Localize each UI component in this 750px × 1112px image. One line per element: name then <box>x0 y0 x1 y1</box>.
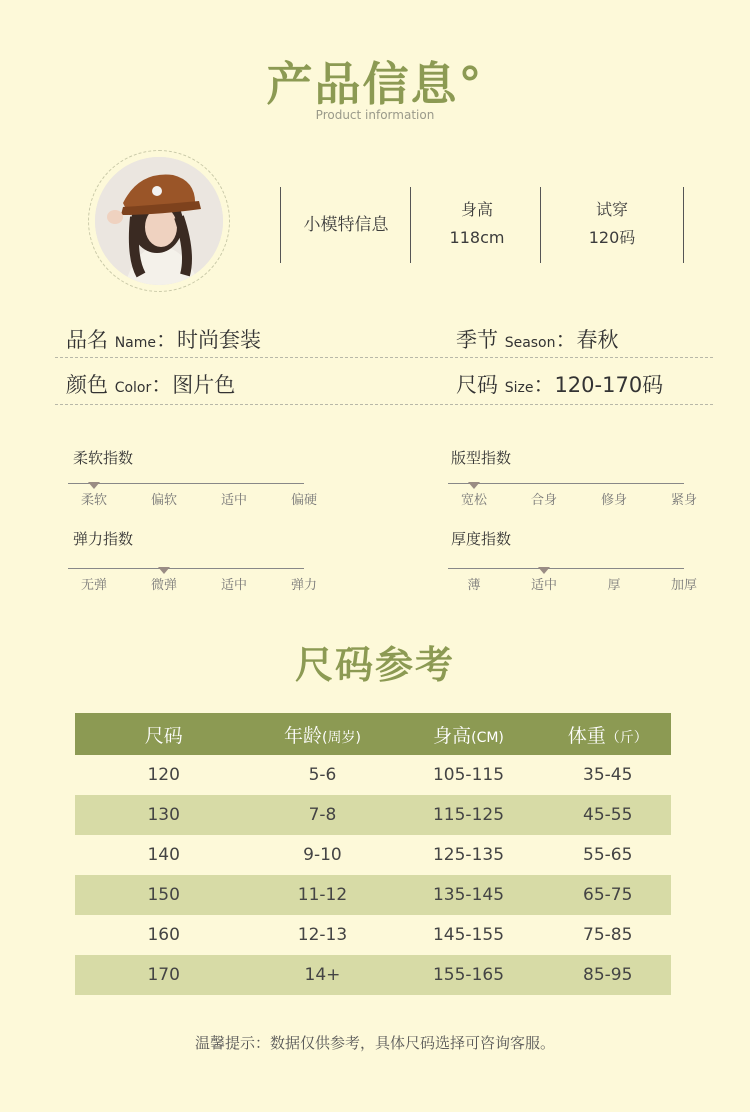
size-table <box>75 713 671 995</box>
index-option: 柔软 <box>80 493 107 508</box>
index-scale-line <box>448 568 684 569</box>
header-height: 身高(CM) <box>393 713 545 755</box>
model-fit-value: 120码 <box>588 228 636 247</box>
table-cell: 14+ <box>252 955 392 995</box>
product-color-row: 颜色 Color：图片色 <box>66 373 236 397</box>
dashed-divider <box>55 404 713 405</box>
product-size-value: 120-170码 <box>554 373 664 397</box>
table-cell: 7-8 <box>252 795 392 835</box>
index-option: 适中 <box>220 578 247 593</box>
model-height <box>412 196 542 252</box>
model-fit-label: 试穿 <box>595 200 628 219</box>
dashed-divider <box>55 357 713 358</box>
table-cell: 130 <box>75 795 252 835</box>
index-title: 版型指数 <box>451 449 512 467</box>
model-info-label: 小模特信息 <box>303 215 389 235</box>
index-option: 加厚 <box>670 578 697 593</box>
table-row <box>75 835 671 875</box>
model-photo <box>95 157 223 285</box>
table-cell: 105-115 <box>432 765 505 785</box>
index-option: 厚 <box>607 578 621 593</box>
divider <box>683 187 684 263</box>
index-title: 柔软指数 <box>73 449 134 467</box>
index-scale-line <box>68 568 304 569</box>
index-option: 偏软 <box>150 493 177 508</box>
header-weight: 体重（斤） <box>544 713 671 755</box>
table-cell: 12-13 <box>297 925 348 945</box>
index-option: 宽松 <box>460 493 487 508</box>
product-season-en: Season <box>504 335 556 351</box>
divider <box>280 187 281 263</box>
index-marker-icon <box>88 482 100 489</box>
table-cell: 9-10 <box>303 845 342 865</box>
table-row <box>75 795 671 835</box>
table-cell: 45-55 <box>544 795 671 835</box>
product-color-label: 颜色 <box>66 373 108 397</box>
table-cell: 125-135 <box>432 845 505 865</box>
product-size-en: Size <box>504 380 534 396</box>
index-option: 微弹 <box>150 578 177 593</box>
table-cell: 35-45 <box>583 765 633 785</box>
product-name-en: Name <box>114 335 156 351</box>
page-subtitle: Product information <box>315 108 435 122</box>
table-row <box>75 915 671 955</box>
product-season-label: 季节 <box>456 328 498 352</box>
table-cell: 11-12 <box>252 875 392 915</box>
footer-note: 温馨提示：数据仅供参考，具体尺码选择可咨询客服。 <box>194 1034 555 1052</box>
size-table-header <box>75 713 671 755</box>
index-marker-icon <box>468 482 480 489</box>
index-option: 无弹 <box>80 578 107 593</box>
product-season-row: 季节 Season：春秋 <box>456 328 619 352</box>
index-option: 弹力 <box>290 578 317 593</box>
index-option: 薄 <box>467 578 481 593</box>
table-cell: 55-65 <box>583 845 633 865</box>
product-size-row: 尺码 Size：120-170码 <box>456 373 664 397</box>
table-cell: 170 <box>75 955 252 995</box>
index-option: 适中 <box>530 578 557 593</box>
index-scale-line <box>68 483 304 484</box>
index-option: 合身 <box>530 493 557 508</box>
header-age: 年龄(周岁) <box>252 713 392 755</box>
index-marker-icon <box>538 567 550 574</box>
model-fit <box>547 196 677 252</box>
table-cell: 140 <box>147 845 180 865</box>
table-cell: 85-95 <box>544 955 671 995</box>
product-name-value: 时尚套装 <box>177 328 261 352</box>
table-cell: 155-165 <box>393 955 545 995</box>
index-title: 厚度指数 <box>451 530 512 548</box>
index-option: 紧身 <box>670 493 697 508</box>
page-title: 产品信息° <box>266 57 484 111</box>
table-cell: 150 <box>75 875 252 915</box>
product-color-en: Color <box>114 380 152 396</box>
table-cell: 145-155 <box>432 925 505 945</box>
product-name-row: 品名 Name：时尚套装 <box>66 328 261 352</box>
size-chart-title: 尺码参考 <box>294 643 455 687</box>
divider <box>410 187 411 263</box>
table-cell: 65-75 <box>544 875 671 915</box>
product-name-label: 品名 <box>66 328 108 352</box>
table-cell: 160 <box>147 925 180 945</box>
table-cell: 115-125 <box>393 795 545 835</box>
table-row <box>75 875 671 915</box>
index-title: 弹力指数 <box>73 530 134 548</box>
index-option: 修身 <box>600 493 627 508</box>
table-cell: 135-145 <box>393 875 545 915</box>
product-color-value: 图片色 <box>172 373 236 397</box>
table-row <box>75 755 671 795</box>
table-row <box>75 955 671 995</box>
index-marker-icon <box>158 567 170 574</box>
model-height-value: 118cm <box>449 228 505 247</box>
product-season-value: 春秋 <box>576 328 619 352</box>
product-size-label: 尺码 <box>456 373 498 397</box>
table-cell: 5-6 <box>308 765 337 785</box>
index-option: 适中 <box>220 493 247 508</box>
index-option: 偏硬 <box>290 493 317 508</box>
header-size: 尺码 <box>75 713 252 755</box>
table-cell: 120 <box>147 765 180 785</box>
model-height-label: 身高 <box>460 200 493 219</box>
index-scale-line <box>448 483 684 484</box>
table-cell: 75-85 <box>583 925 633 945</box>
